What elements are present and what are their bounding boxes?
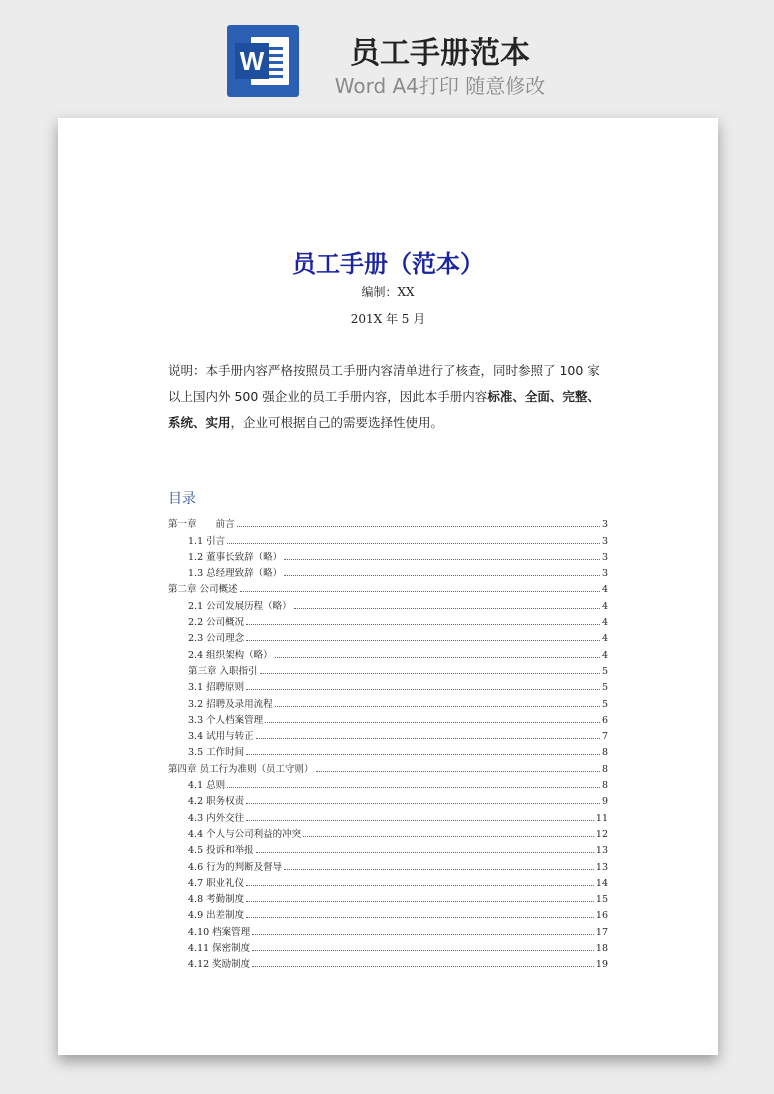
toc-entry-label: 2.1 公司发展历程（略） <box>188 600 292 612</box>
intro-text-end: ，企业可根据自己的需要选择性使用。 <box>230 415 444 430</box>
toc-entry[interactable] <box>168 547 608 563</box>
toc-entry-label: 2.3 公司理念 <box>188 633 245 645</box>
toc-entry[interactable] <box>168 742 608 758</box>
toc-entry-page: 17 <box>595 926 608 938</box>
toc-entry-label: 第四章 员工行为准则（员工守则） <box>168 763 314 775</box>
toc-entry[interactable] <box>168 563 608 579</box>
toc-entry[interactable] <box>168 775 608 791</box>
toc-entry[interactable] <box>168 856 608 872</box>
intro-sep: 、 <box>193 415 206 430</box>
toc-entry[interactable] <box>168 595 608 611</box>
toc-entry-page: 4 <box>601 600 608 612</box>
intro-sep: 、 <box>587 389 600 404</box>
toc-entry[interactable] <box>168 644 608 660</box>
toc-entry-label: 1.2 董事长致辞（略） <box>188 551 283 563</box>
toc-leader-dots <box>237 525 600 527</box>
intro-bold: 全面 <box>524 389 550 404</box>
toc-entry-page: 5 <box>601 665 608 677</box>
toc-leader-dots <box>246 916 594 918</box>
toc-entry-page: 5 <box>601 698 608 710</box>
toc-entry-page: 3 <box>601 551 608 563</box>
toc-entry-label: 4.6 行为的判断及督导 <box>188 861 283 873</box>
toc-leader-dots <box>246 688 600 690</box>
intro-bold: 标准 <box>487 389 513 404</box>
toc-entry[interactable] <box>168 840 608 856</box>
toc-entry-page: 3 <box>601 535 608 547</box>
toc-entry[interactable] <box>168 889 608 905</box>
toc-entry-label: 3.1 招聘原则 <box>188 682 245 694</box>
toc-entry-page: 7 <box>601 731 608 743</box>
toc-leader-dots <box>284 574 600 576</box>
toc-leader-dots <box>246 623 600 625</box>
toc-entry-label: 4.9 出差制度 <box>188 910 245 922</box>
toc-entry-label: 3.3 个人档案管理 <box>188 714 264 726</box>
toc-leader-dots <box>227 542 600 544</box>
table-of-contents <box>168 514 608 970</box>
toc-entry[interactable] <box>168 677 608 693</box>
toc-leader-dots <box>240 590 600 592</box>
toc-entry-page: 8 <box>601 763 608 775</box>
toc-entry-page: 8 <box>601 780 608 792</box>
toc-entry-page: 4 <box>601 584 608 596</box>
banner-header <box>0 0 774 110</box>
toc-entry[interactable] <box>168 921 608 937</box>
toc-entry-page: 4 <box>601 617 608 629</box>
document-editor: 编制：XX <box>361 285 415 299</box>
toc-entry-page: 9 <box>601 796 608 808</box>
toc-entry-label: 4.4 个人与公司利益的冲突 <box>188 828 302 840</box>
toc-entry[interactable] <box>168 824 608 840</box>
document-title: 员工手册（范本） <box>292 250 484 278</box>
toc-entry-page: 3 <box>601 519 608 531</box>
toc-entry-label: 1.3 总经理致辞（略） <box>188 568 283 580</box>
intro-sep: 、 <box>549 389 563 404</box>
toc-entry-page: 3 <box>601 568 608 580</box>
toc-entry-label: 第三章 入职指引 <box>188 665 258 677</box>
toc-entry-label: 3.4 试用与转正 <box>188 731 254 743</box>
toc-leader-dots <box>246 884 594 886</box>
toc-heading: 目录 <box>168 491 196 507</box>
toc-leader-dots <box>265 721 600 723</box>
toc-entry-page: 19 <box>595 959 608 971</box>
toc-entry-label: 2.4 组织架构（略） <box>188 649 273 661</box>
toc-entry-page: 16 <box>595 910 608 922</box>
toc-entry[interactable] <box>168 612 608 628</box>
toc-entry-page: 4 <box>601 633 608 645</box>
toc-leader-dots <box>284 558 600 560</box>
toc-entry-page: 14 <box>595 877 608 889</box>
toc-leader-dots <box>294 607 600 609</box>
toc-entry-label: 3.5 工作时间 <box>188 747 245 759</box>
toc-entry-page: 18 <box>595 943 608 955</box>
toc-leader-dots <box>316 770 600 772</box>
toc-entry-page: 6 <box>601 714 608 726</box>
toc-leader-dots <box>246 753 600 755</box>
intro-bold: 实用 <box>205 415 231 430</box>
toc-leader-dots <box>256 737 600 739</box>
toc-entry[interactable] <box>168 758 608 774</box>
toc-entry-label: 3.2 招聘及录用流程 <box>188 698 273 710</box>
toc-entry[interactable] <box>168 807 608 823</box>
toc-entry[interactable] <box>168 661 608 677</box>
intro-paragraph <box>168 358 608 436</box>
logo-letter: W <box>235 43 269 79</box>
toc-entry-page: 15 <box>595 894 608 906</box>
toc-entry[interactable] <box>168 873 608 889</box>
toc-entry-page: 11 <box>595 812 608 824</box>
intro-text: 说明：本手册内容严格按照员工手册内容清单进行了核查，同时参照了 100 家以上国内外 500 强企业的员工手册内容，因此本手册内容 <box>168 363 600 404</box>
toc-entry[interactable] <box>168 791 608 807</box>
toc-leader-dots <box>227 786 600 788</box>
toc-entry-label: 4.8 考勤制度 <box>188 894 245 906</box>
toc-leader-dots <box>252 933 594 935</box>
toc-entry[interactable] <box>168 710 608 726</box>
word-logo-icon <box>227 25 299 97</box>
toc-entry-label: 第一章 前言 <box>168 519 235 531</box>
toc-leader-dots <box>275 705 600 707</box>
intro-bold: 完整 <box>562 389 588 404</box>
toc-leader-dots <box>303 835 594 837</box>
toc-leader-dots <box>275 656 600 658</box>
toc-leader-dots <box>246 900 594 902</box>
toc-entry[interactable] <box>168 726 608 742</box>
toc-leader-dots <box>252 949 594 951</box>
toc-entry-page: 12 <box>595 828 608 840</box>
toc-entry-label: 2.2 公司概况 <box>188 617 245 629</box>
toc-entry-label: 4.12 奖励制度 <box>188 959 251 971</box>
toc-entry-label: 4.5 投诉和举报 <box>188 845 254 857</box>
toc-leader-dots <box>260 672 600 674</box>
toc-entry-label: 4.2 职务权责 <box>188 796 245 808</box>
toc-entry[interactable] <box>168 579 608 595</box>
toc-entry-page: 4 <box>601 649 608 661</box>
toc-leader-dots <box>246 819 594 821</box>
intro-sep: 、 <box>512 389 525 404</box>
toc-entry-page: 8 <box>601 747 608 759</box>
toc-entry-label: 4.1 总则 <box>188 780 226 792</box>
toc-leader-dots <box>252 965 594 967</box>
toc-entry[interactable] <box>168 693 608 709</box>
document-page <box>58 118 718 1055</box>
toc-entry-label: 4.7 职业礼仪 <box>188 877 245 889</box>
toc-entry[interactable] <box>168 938 608 954</box>
toc-entry-label: 1.1 引言 <box>188 535 226 547</box>
toc-entry-page: 13 <box>595 845 608 857</box>
toc-leader-dots <box>246 639 600 641</box>
toc-entry[interactable] <box>168 530 608 546</box>
toc-entry-label: 4.3 内外交往 <box>188 812 245 824</box>
toc-leader-dots <box>256 851 594 853</box>
document-date: 201X 年 5 月 <box>350 312 426 326</box>
toc-entry[interactable] <box>168 905 608 921</box>
toc-entry-label: 4.11 保密制度 <box>188 943 251 955</box>
banner-subtitle: Word A4打印 随意修改 <box>334 74 546 98</box>
toc-entry[interactable] <box>168 514 608 530</box>
banner-title: 员工手册范本 <box>350 36 530 71</box>
toc-entry-label: 4.10 档案管理 <box>188 926 251 938</box>
toc-entry-label: 第二章 公司概述 <box>168 584 238 596</box>
toc-entry[interactable] <box>168 954 608 970</box>
toc-entry-page: 5 <box>601 682 608 694</box>
toc-entry[interactable] <box>168 628 608 644</box>
toc-leader-dots <box>246 802 600 804</box>
toc-entry-page: 13 <box>595 861 608 873</box>
toc-leader-dots <box>284 868 594 870</box>
intro-bold: 系统 <box>168 415 194 430</box>
